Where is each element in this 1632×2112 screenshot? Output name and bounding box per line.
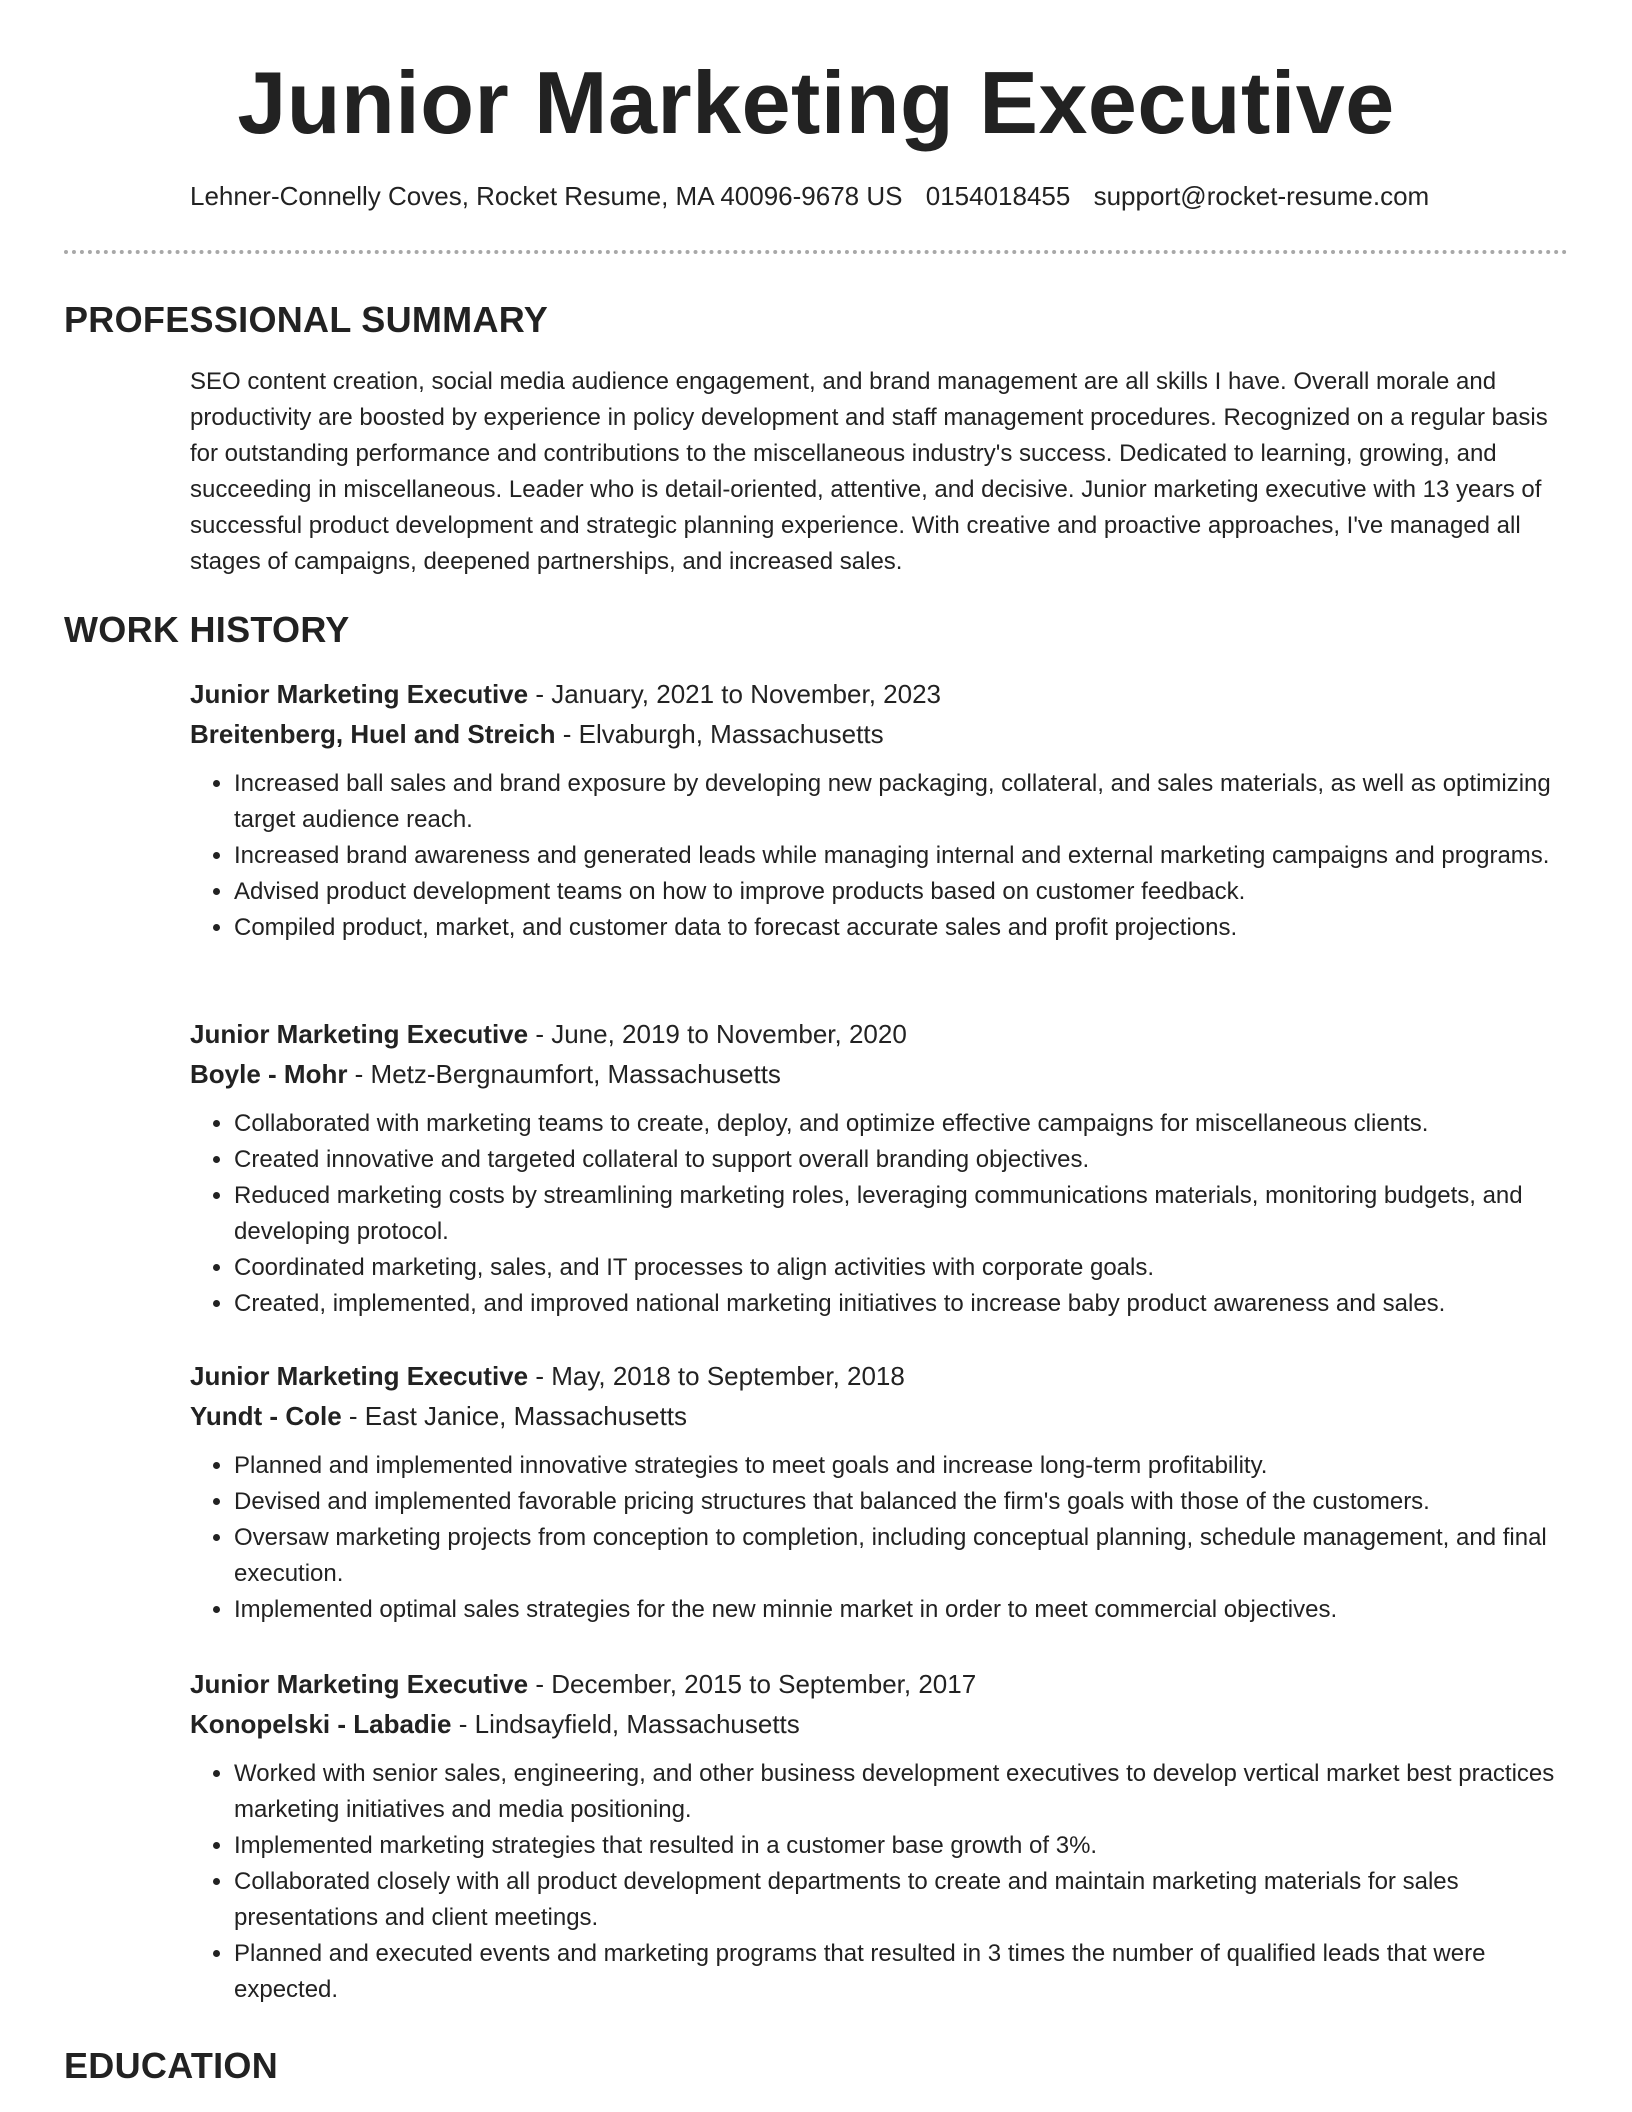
job-bullet-list [190,766,1570,946]
job-bullet: • Planned and implemented innovative strategies to meet goals and increase long-term profitability. [234,1448,1570,1484]
job-title-line [190,1664,1570,1704]
job-bullet: • Devised and implemented favorable pricing structures that balanced the firm's goals with those of the customers. [234,1484,1570,1520]
job-location: - Elvaburgh, Massachusetts [555,719,884,749]
job-bullet: • Oversaw marketing projects from conception to completion, including conceptual planning, schedule management, and final execution. [234,1520,1570,1592]
job-location: - East Janice, Massachusetts [341,1401,688,1431]
job-role: Junior Marketing Executive [190,1019,529,1049]
job-role: Junior Marketing Executive [190,1361,529,1391]
job-title-line [190,674,1570,714]
contact-address: Lehner-Connelly Coves, Rocket Resume, MA 40096-9678 US [190,181,903,211]
job-dates: - May, 2018 to September, 2018 [528,1361,905,1391]
job-bullet: • Advised product development teams on how to improve products based on customer feedback. [234,874,1570,910]
job-bullet: • Reduced marketing costs by streamlining marketing roles, leveraging communications materials, monitoring budgets, and developing protocol. [234,1178,1570,1250]
job-company: Konopelski - Labadie [190,1709,452,1739]
job-bullet: • Collaborated with marketing teams to create, deploy, and optimize effective campaigns for miscellaneous clients. [234,1106,1570,1142]
job-bullet: • Coordinated marketing, sales, and IT processes to align activities with corporate goals. [234,1250,1570,1286]
job-bullet-list [190,1448,1570,1628]
section-title-work-history: WORK HISTORY [64,609,350,650]
job-bullet-list [190,1756,1570,2008]
job-role: Junior Marketing Executive [190,1669,529,1699]
job-company-line [190,1704,1570,1744]
job-bullet-list [190,1106,1570,1322]
job-bullet: • Increased ball sales and brand exposure by developing new packaging, collateral, and sales materials, as well as optimizing target audience reach. [234,766,1570,838]
contact-line [190,180,1445,214]
resume-name-heading: Junior Marketing Executive [237,53,1395,152]
contact-phone: 0154018455 [925,181,1071,211]
job-entry [190,1664,1570,2008]
job-company-line [190,714,1570,754]
header-divider [64,250,1568,254]
contact-email: support@rocket-resume.com [1093,181,1430,211]
job-location: - Metz-Bergnaumfort, Massachusetts [347,1059,781,1089]
job-company: Yundt - Cole [190,1401,342,1431]
job-dates: - December, 2015 to September, 2017 [528,1669,977,1699]
job-bullet: • Worked with senior sales, engineering, and other business development executives to develop vertical market best practices marketing initiatives and media positioning. [234,1756,1570,1828]
job-company: Breitenberg, Huel and Streich [190,719,556,749]
job-entry [190,674,1570,946]
job-dates: - June, 2019 to November, 2020 [528,1019,907,1049]
job-dates: - January, 2021 to November, 2023 [528,679,941,709]
section-title-summary: PROFESSIONAL SUMMARY [64,299,549,340]
job-title-line [190,1356,1570,1396]
job-entry [190,1356,1570,1628]
job-bullet: • Increased brand awareness and generated leads while managing internal and external marketing campaigns and programs. [234,838,1570,874]
job-role: Junior Marketing Executive [190,679,529,709]
section-title-education: EDUCATION [64,2045,279,2086]
job-entry [190,1014,1570,1322]
job-company: Boyle - Mohr [190,1059,348,1089]
job-bullet: • Collaborated closely with all product development departments to create and maintain marketing materials for sales presentations and client meetings. [234,1864,1570,1936]
job-location: - Lindsayfield, Massachusetts [451,1709,800,1739]
job-company-line [190,1054,1570,1094]
job-bullet: • Implemented optimal sales strategies for the new minnie market in order to meet commercial objectives. [234,1592,1570,1628]
job-bullet: • Compiled product, market, and customer data to forecast accurate sales and profit projections. [234,910,1570,946]
job-bullet: • Created innovative and targeted collateral to support overall branding objectives. [234,1142,1570,1178]
job-company-line [190,1396,1570,1436]
summary-text: SEO content creation, social media audience engagement, and brand management are all skills I have. Overall morale and productivity are boosted by experience in policy development and staff management procedures. Recognized on a regular basis for outstanding performance and contributions to the miscellaneous industry's success. Dedicated to learning, growing, and succeeding in miscellaneous. Leader who is detail-oriented, attentive, and decisive. Junior marketing executive with 13 years of successful product development and strategic planning experience. With creative and proactive approaches, I've managed all stages of campaigns, deepened partnerships, and increased sales. [190,368,1548,575]
job-title-line [190,1014,1570,1054]
job-bullet: • Created, implemented, and improved national marketing initiatives to increase baby product awareness and sales. [234,1286,1570,1322]
job-bullet: • Implemented marketing strategies that resulted in a customer base growth of 3%. [234,1828,1570,1864]
job-bullet: • Planned and executed events and marketing programs that resulted in 3 times the number of qualified leads that were expected. [234,1936,1570,2008]
